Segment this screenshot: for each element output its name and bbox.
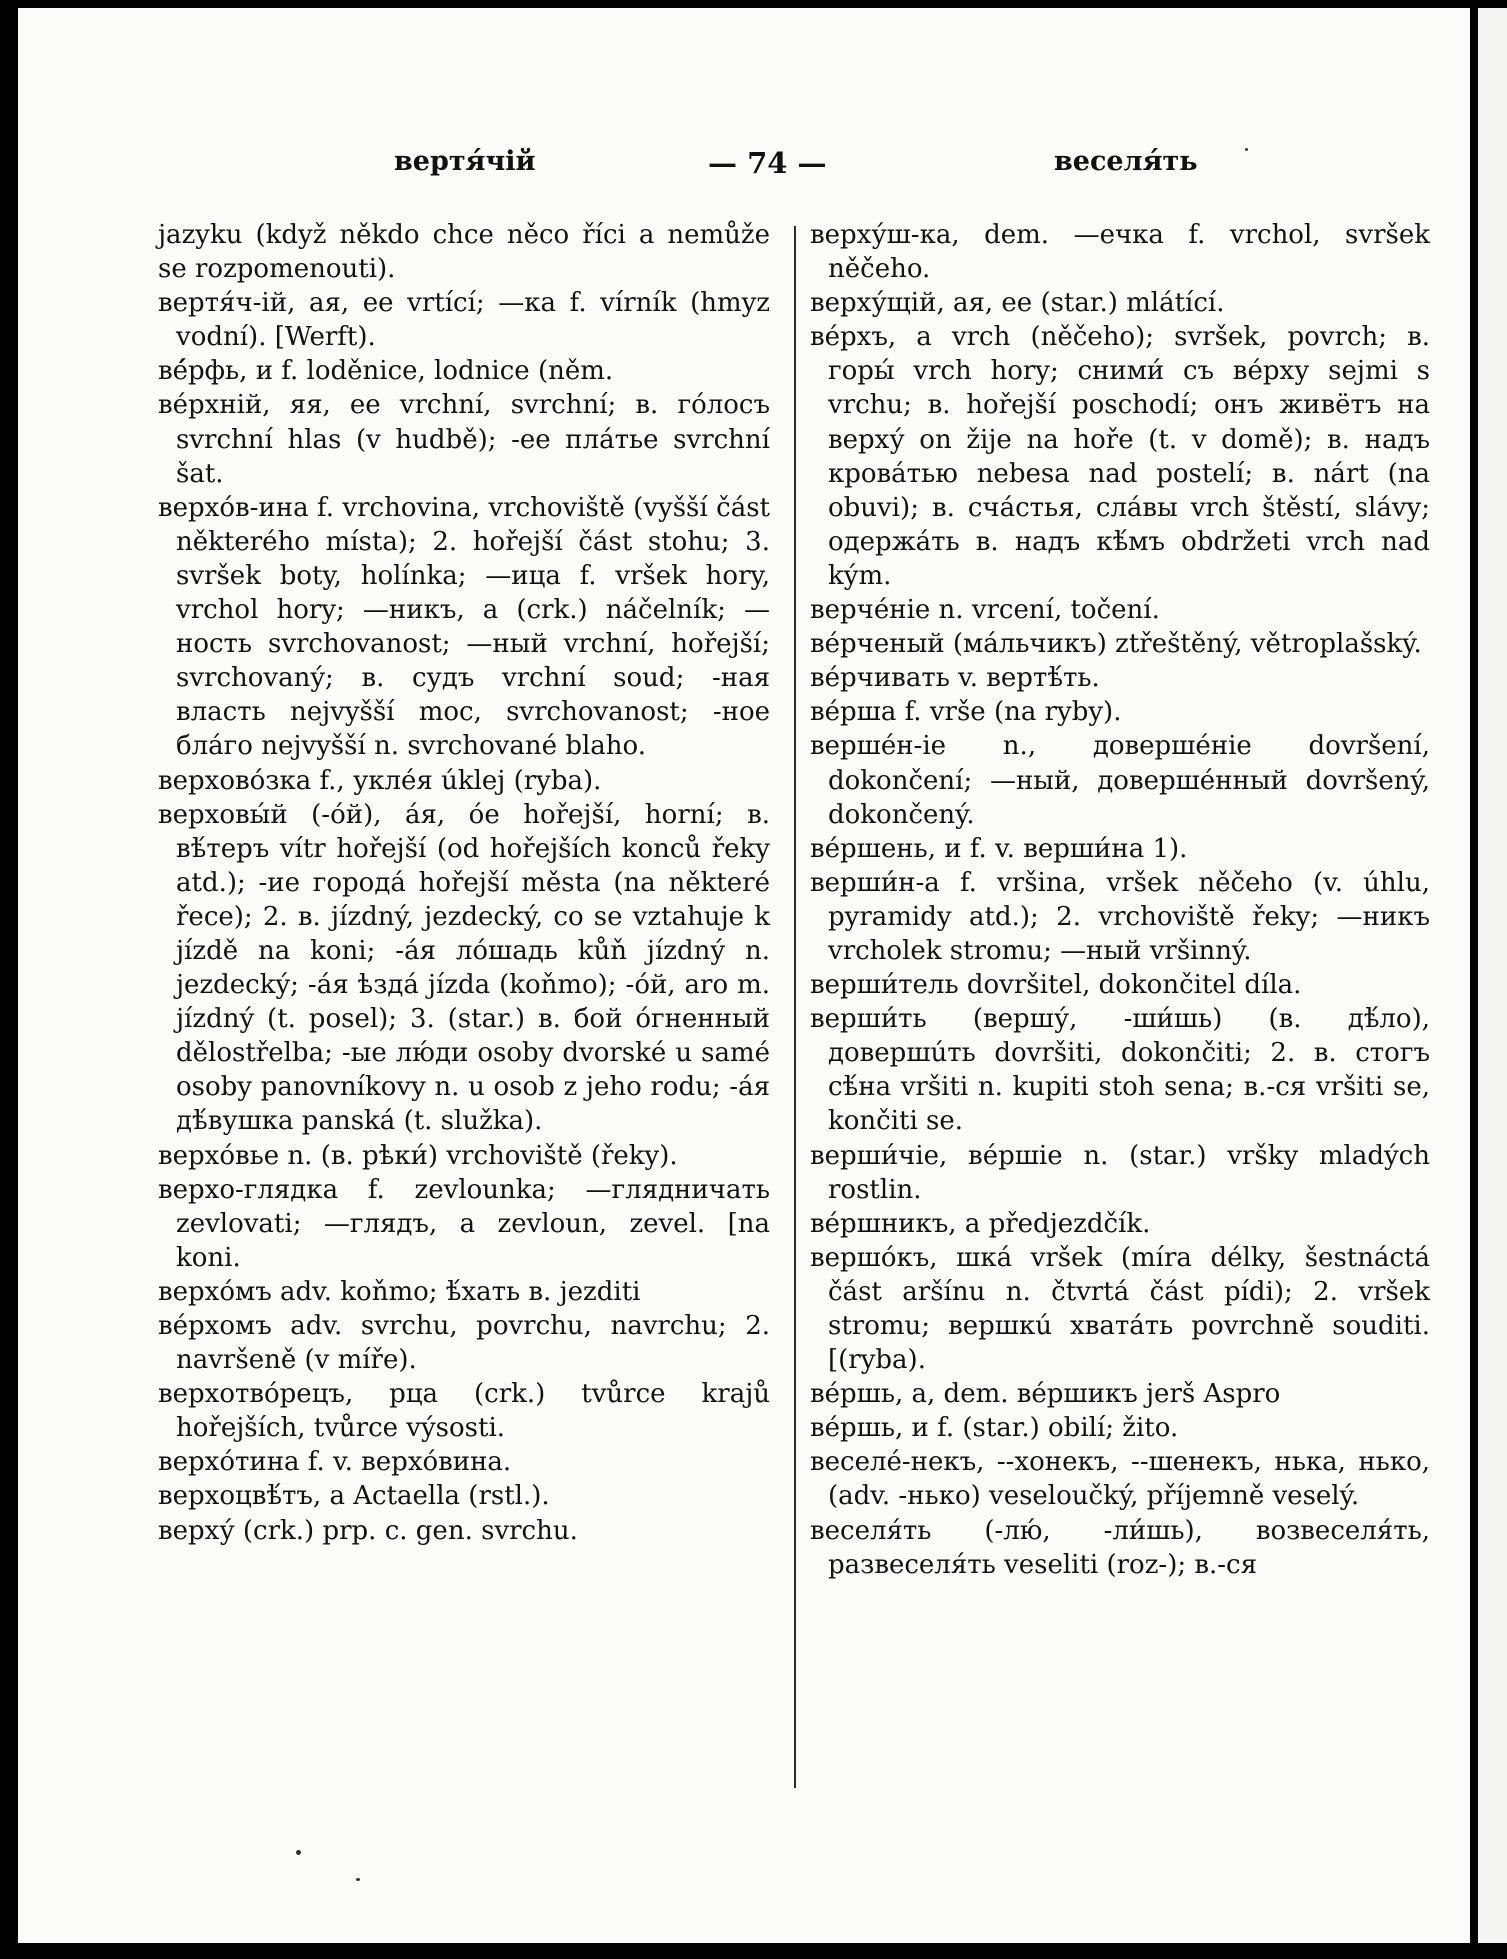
- dictionary-entry: веселя́ть (-лю́, -ли́шь), возвеселя́ть, развеселя́ть veseliti (roz-); в.-ся: [810, 1515, 1430, 1580]
- scan-speck: [296, 1850, 301, 1855]
- dictionary-entry: верховóзка f., уклéя úklej (ryba).: [158, 765, 602, 796]
- dictionary-entry: верху́ (crk.) prp. c. gen. svrchu.: [158, 1515, 578, 1546]
- header-left-guide-word: вертя́чій: [394, 146, 536, 177]
- left-column: [158, 218, 770, 1548]
- dictionary-entry: веселé-некъ, --хонекъ, --шенекъ, нька, нько, (adv. -нько) veseloučký, příjemně veselý.: [810, 1447, 1430, 1512]
- dictionary-entry: вéрхній, яя, ее vrchní, svrchní; в. гóлосъ svrchní hlas (v hudbě); -ее плáтье svrchní šat.: [158, 390, 770, 489]
- column-divider: [794, 226, 796, 1788]
- dictionary-entry: верши́тель dovršitel, dokončitel díla.: [810, 970, 1302, 1001]
- dictionary-entry: верши́н-а f. vršina, vršek něčeho (v. úhlu, pyramidy atd.); 2. vrchoviště řeky; —никъ vrcholek stromu; —ный vršinný.: [810, 867, 1430, 966]
- adjacent-page-edge: [1478, 8, 1507, 1943]
- right-column: [810, 218, 1430, 1582]
- page-number: — 74 —: [708, 146, 827, 180]
- dictionary-entry: верхо-глядка f. zevlounka; —глядничать zevlovati; —глядъ, а zevloun, zevel. [na koni.: [158, 1174, 770, 1273]
- dictionary-entry: верхóмъ adv. koňmo; ѣ́хать в. jezditi: [158, 1276, 641, 1307]
- dictionary-entry: вéрхомъ adv. svrchu, povrchu, navrchu; 2. navršeně (v míře).: [158, 1311, 770, 1376]
- header-right-guide-word: веселя́ть: [1054, 146, 1198, 177]
- dictionary-entry: вéрчивать v. вертѣ́ть.: [810, 663, 1100, 694]
- scan-speck: [356, 1878, 360, 1881]
- scan-speck: [1245, 148, 1248, 151]
- dictionary-entry: верхóвье n. (в. рѣки́) vrchoviště (řeky).: [158, 1140, 678, 1171]
- dictionary-entry: верху́щій, ая, ее (star.) mlátící.: [810, 288, 1225, 319]
- dictionary-entry: вéрченый (мáльчикъ) ztřeštěný, větroplašský.: [810, 629, 1422, 660]
- dictionary-entry: вершéн-іе n., довершéніе dovršení, dokončení; —ный, довершéнный dovršený, dokončený.: [810, 731, 1430, 830]
- dictionary-entry: верховы́й (-óй), áя, óе hořejší, horní; в. вѣ́теръ vítr hořejší (od hořejších konců řeky atd.); -ие городá hořejší města (na některé řece); 2. в. jízdný, jezdecký, co se vztahuje k jízdě na koni; -áя лóшадь kůň jízdný n. jezdecký; -áя ѣздá jízda (koňmo); -óй, aro m. jízdný (t. posel); 3. (star.) в. бой óгненный dělostřelba; -ые лю́ди osoby dvorské u samé osoby panovníkovy n. u osob z jeho rodu; -áя дѣ́вушка panská (t. služka).: [158, 799, 770, 1137]
- dictionary-entry: вéршень, и f. v. верши́на 1).: [810, 833, 1188, 864]
- running-header: [18, 146, 1470, 186]
- dictionary-entry: вершóкъ, шкá vršek (míra délky, šestnáctá část aršínu n. čtvrtá část pídi); 2. vršek stromu; вершкú хватáть povrchně souditi. [(ryba).: [810, 1242, 1430, 1376]
- dictionary-entry: вéршникъ, а předjezdčík.: [810, 1208, 1151, 1239]
- dictionary-entry: вéршь, а, dem. вéршикъ jerš Aspro: [810, 1379, 1281, 1410]
- dictionary-entry: верхоцвѣ́тъ, а Actaella (rstl.).: [158, 1481, 550, 1512]
- dictionary-entry: верхóтина f. v. верхóвина.: [158, 1447, 512, 1478]
- dictionary-entry: верши́ть (вершу́, -ши́шь) (в. дѣ́ло), довершúть dovršiti, dokončiti; 2. в. стогъ сѣ́на vršiti n. kupiti stoh sena; в.-ся vršiti se, končiti se.: [810, 1004, 1430, 1137]
- dictionary-entry: вé́рфь, и f. loděnice, lodnice (něm.: [158, 356, 614, 387]
- dictionary-entry: верши́чіе, вéршіе n. (star.) vršky mladých rostlin.: [810, 1140, 1430, 1205]
- dictionary-entry: верху́ш-ка, dem. —ечка f. vrchol, svršek něčeho.: [810, 220, 1430, 285]
- dictionary-entry: вертя́ч-ій, ая, ее vrtící; —ка f. vírník (hmyz vodní). [Werft).: [158, 288, 770, 353]
- dictionary-entry: верчéніе n. vrcení, točení.: [810, 595, 1160, 626]
- dictionary-entry: jazyku (když někdo chce něco říci a nemůže se rozpomenouti).: [158, 220, 770, 285]
- dictionary-entry: вéрхъ, а vrch (něčeho); svršek, povrch; в. горы́ vrch hory; сними́ съ вéрху sejmi s vrchu; в. hořejší poschodí; онъ живётъ на верху́ on žije na hoře (t. v domě); в. надъ кровáтью nebesa nad postelí; в. nárt (na obuvi); в. счáстья, слáвы vrch štěstí, slávy; одержáть в. надъ кѣ́мъ obdržeti vrch nad kým.: [810, 322, 1430, 591]
- dictionary-entry: верхотвóрецъ, рца (crk.) tvůrce krajů hořejších, tvůrce výsosti.: [158, 1379, 770, 1444]
- dictionary-entry: вéрша f. vrše (na ryby).: [810, 697, 1122, 728]
- dictionary-entry: вéршь, и f. (star.) obilí; žito.: [810, 1413, 1179, 1444]
- scanned-page: [18, 8, 1470, 1943]
- dictionary-entry: верхóв-ина f. vrchovina, vrchoviště (vyšší část některého místa); 2. hořejší část stohu; 3. svršek boty, holínka; —ица f. vršek hory, vrchol hory; —никъ, а (crk.) náčelník; —ность svrchovanost; —ный vrchní, hořejší; svrchovaný; в. судъ vrchní soud; -ная власть nejvyšší moc, svrchovanost; -ное блáго nejvyšší n. svrchované blaho.: [158, 492, 770, 762]
